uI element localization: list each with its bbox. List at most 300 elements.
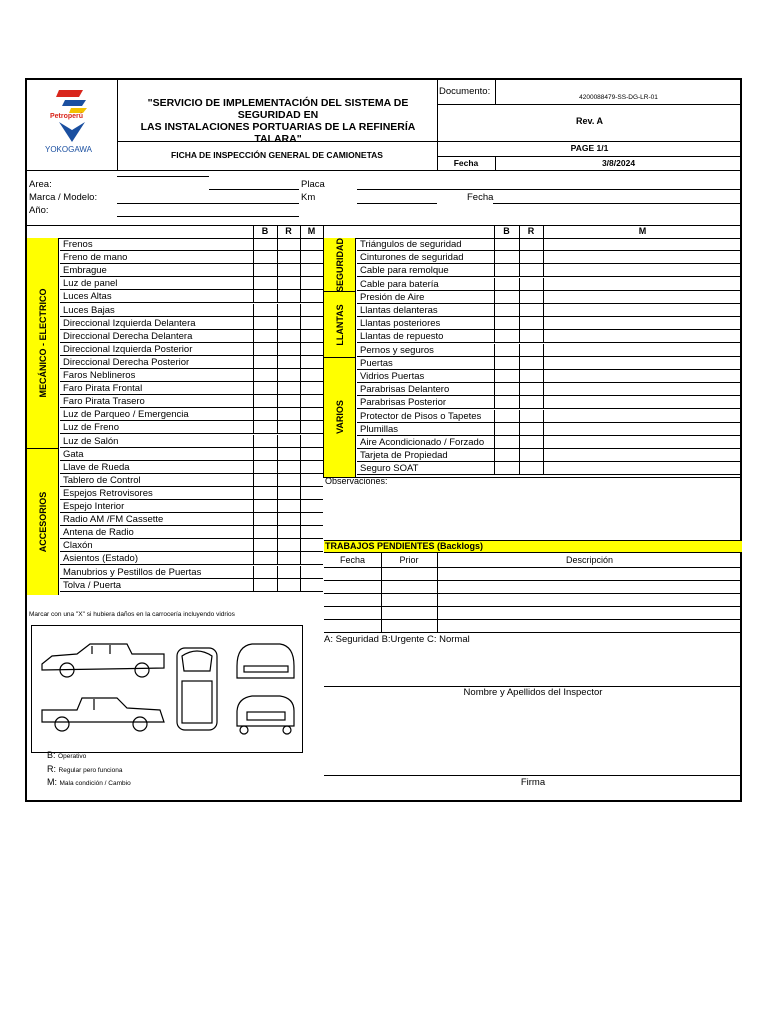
- check-cell-r[interactable]: [277, 356, 300, 369]
- checklist-item-label: Luces Altas: [63, 291, 112, 303]
- check-cell-b[interactable]: [253, 343, 277, 356]
- check-cell-r[interactable]: [277, 461, 300, 474]
- checklist-row: [357, 278, 742, 291]
- check-cell-r[interactable]: [519, 370, 543, 383]
- checklist-row: [60, 487, 323, 500]
- check-cell-b[interactable]: [494, 291, 519, 304]
- group-accesorios-label: ACCESORIOS: [38, 491, 48, 553]
- check-cell-m[interactable]: [300, 330, 323, 343]
- check-cell-m[interactable]: [543, 449, 742, 462]
- check-cell-r[interactable]: [519, 396, 543, 409]
- check-cell-r[interactable]: [519, 264, 543, 277]
- checklist-row: [60, 251, 323, 264]
- checklist-item-label: Aire Acondicionado / Forzado: [360, 437, 485, 448]
- checklist-item-label: Seguro SOAT: [360, 463, 419, 475]
- checklist-row: [60, 552, 323, 565]
- group-seguridad: [324, 238, 356, 292]
- checklist-item-label: Triángulos de seguridad: [360, 239, 462, 250]
- backlogs-title: TRABAJOS PENDIENTES (Backlogs): [324, 540, 742, 553]
- title-line-2: LAS INSTALACIONES PORTUARIAS DE LA REFINERÍA TALARA": [140, 121, 416, 145]
- legend-r-key: R:: [47, 764, 56, 774]
- check-cell-b[interactable]: [253, 356, 277, 369]
- check-cell-b[interactable]: [253, 500, 277, 513]
- check-cell-m[interactable]: [300, 500, 323, 513]
- checklist-row: [357, 436, 742, 449]
- check-cell-r[interactable]: [277, 290, 300, 303]
- check-cell-m[interactable]: [300, 474, 323, 487]
- check-cell-r[interactable]: [277, 487, 300, 500]
- inspector-label: Nombre y Apellidos del Inspector: [463, 687, 603, 698]
- check-cell-b[interactable]: [494, 344, 519, 357]
- checklist-item-label: Luz de Freno: [63, 422, 119, 434]
- truck-top-icon: [177, 648, 217, 730]
- backlog-fecha-cell[interactable]: [324, 606, 381, 619]
- checklist-item-label: Presión de Aire: [360, 291, 425, 303]
- check-cell-m[interactable]: [543, 304, 742, 317]
- checklist-row: [357, 251, 742, 264]
- check-cell-r[interactable]: [519, 423, 543, 436]
- check-cell-m[interactable]: [300, 343, 323, 356]
- check-cell-m[interactable]: [300, 487, 323, 500]
- documento-label: Documento:: [439, 86, 491, 97]
- check-cell-m[interactable]: [543, 436, 742, 449]
- checklist-row: [60, 500, 323, 513]
- backlog-prior-cell[interactable]: [381, 593, 437, 606]
- checklist-item-label: Vidrios Puertas: [360, 371, 425, 382]
- check-cell-b[interactable]: [494, 370, 519, 383]
- check-cell-b[interactable]: [494, 238, 519, 251]
- checklist-row: [357, 330, 742, 343]
- title-line-1: "SERVICIO DE IMPLEMENTACIÓN DEL SISTEMA DE SEGURIDAD EN: [147, 97, 409, 121]
- check-cell-b[interactable]: [253, 435, 277, 448]
- checklist-row: [357, 317, 742, 330]
- checklist-row: [60, 330, 323, 343]
- check-cell-r[interactable]: [519, 291, 543, 304]
- check-cell-r[interactable]: [519, 344, 543, 357]
- check-cell-r[interactable]: [519, 449, 543, 462]
- legend-m-key: M:: [47, 777, 57, 787]
- checklist-item-label: Luz de panel: [63, 278, 118, 290]
- check-cell-b[interactable]: [494, 436, 519, 449]
- group-mecanico: [27, 238, 59, 449]
- checklist-item-label: Llantas delanteras: [360, 305, 438, 316]
- check-cell-b[interactable]: [253, 290, 277, 303]
- check-cell-m[interactable]: [543, 396, 742, 409]
- check-cell-r[interactable]: [519, 278, 543, 291]
- checklist-item-label: Antena de Radio: [63, 527, 134, 539]
- checklist-row: [357, 238, 742, 251]
- check-cell-r[interactable]: [519, 410, 543, 423]
- check-cell-b[interactable]: [253, 330, 277, 343]
- check-cell-b[interactable]: [253, 408, 277, 421]
- legend-m: [47, 777, 131, 787]
- check-cell-b[interactable]: [253, 369, 277, 382]
- backlog-descripcion-cell[interactable]: [437, 580, 742, 593]
- backlog-prior-cell[interactable]: [381, 567, 437, 580]
- checklist-item-label: Cinturones de seguridad: [360, 252, 464, 264]
- checklist-row: [60, 435, 323, 448]
- checklist-row: [357, 410, 742, 423]
- check-cell-b[interactable]: [253, 448, 277, 461]
- legend-r: [47, 764, 122, 774]
- check-cell-r[interactable]: [277, 304, 300, 317]
- checklist-item-label: Direccional Izquierda Posterior: [63, 343, 193, 355]
- check-cell-b[interactable]: [253, 277, 277, 290]
- checklist-item-label: Faro Pirata Trasero: [63, 396, 145, 408]
- check-cell-r[interactable]: [277, 421, 300, 434]
- checklist-item-label: Asientos (Estado): [63, 553, 138, 565]
- backlog-fecha-cell[interactable]: [324, 567, 381, 580]
- placa-field[interactable]: [357, 189, 740, 190]
- check-cell-m[interactable]: [300, 251, 323, 264]
- legend-m-text: Mala condición / Cambio: [59, 780, 131, 787]
- group-accesorios: [27, 449, 59, 595]
- check-cell-b[interactable]: [253, 251, 277, 264]
- checklist-row: [60, 290, 323, 303]
- check-cell-r[interactable]: [277, 277, 300, 290]
- check-cell-b[interactable]: [253, 304, 277, 317]
- backlog-descripcion-cell[interactable]: [437, 593, 742, 606]
- check-cell-b[interactable]: [253, 461, 277, 474]
- legend-r-text: Regular pero funciona: [58, 767, 123, 774]
- check-cell-b[interactable]: [253, 317, 277, 330]
- check-cell-r[interactable]: [519, 304, 543, 317]
- check-cell-b[interactable]: [494, 264, 519, 277]
- check-cell-r[interactable]: [277, 513, 300, 526]
- revision: Rev. A: [575, 116, 603, 126]
- page-number: PAGE 1/1: [570, 143, 609, 153]
- check-cell-m[interactable]: [300, 238, 323, 251]
- backlog-descripcion-cell[interactable]: [437, 619, 742, 632]
- check-cell-m[interactable]: [300, 539, 323, 552]
- checklist-row: [60, 421, 323, 434]
- check-cell-m[interactable]: [300, 526, 323, 539]
- check-cell-r[interactable]: [277, 330, 300, 343]
- check-cell-b[interactable]: [253, 513, 277, 526]
- check-cell-m[interactable]: [300, 566, 323, 579]
- check-cell-r[interactable]: [519, 238, 543, 251]
- checklist-row: [60, 277, 323, 290]
- checklist-row: [357, 396, 742, 409]
- checklist-row: [60, 526, 323, 539]
- check-cell-b[interactable]: [494, 449, 519, 462]
- check-cell-m[interactable]: [543, 410, 742, 423]
- check-cell-r[interactable]: [277, 382, 300, 395]
- check-cell-m[interactable]: [300, 290, 323, 303]
- check-cell-m[interactable]: [300, 369, 323, 382]
- checklist-row: [60, 304, 323, 317]
- check-cell-b[interactable]: [253, 539, 277, 552]
- checklist-item-label: Parabrisas Delantero: [360, 384, 450, 396]
- checklist-row: [60, 317, 323, 330]
- check-cell-b[interactable]: [253, 238, 277, 251]
- checklist-item-label: Luz de Parqueo / Emergencia: [63, 409, 189, 421]
- checklist-row: [60, 566, 323, 579]
- group-mecanico-label: MECÁNICO - ELECTRICO: [38, 288, 48, 398]
- check-cell-r[interactable]: [277, 435, 300, 448]
- check-cell-m[interactable]: [300, 382, 323, 395]
- checklist-row: [60, 369, 323, 382]
- checklist-item-label: Radio AM /FM Cassette: [63, 514, 164, 526]
- check-cell-m[interactable]: [543, 251, 742, 264]
- checklist-item-label: Tablero de Control: [63, 474, 141, 486]
- checklist-row: [357, 449, 742, 462]
- fecha-info-field[interactable]: [493, 203, 740, 204]
- checklist-row: [357, 344, 742, 357]
- km-label: Km: [301, 192, 316, 203]
- observaciones-label: Observaciones:: [325, 476, 388, 486]
- check-cell-b[interactable]: [253, 395, 277, 408]
- check-cell-m[interactable]: [300, 317, 323, 330]
- check-cell-r[interactable]: [277, 474, 300, 487]
- checklist-item-label: Claxón: [63, 540, 93, 552]
- col-r-left: R: [285, 226, 292, 236]
- check-cell-m[interactable]: [543, 238, 742, 251]
- documento-value: 4200088479-SS-DG-LR-01: [579, 94, 658, 101]
- group-varios: [324, 358, 356, 477]
- check-cell-m[interactable]: [300, 461, 323, 474]
- checklist-item-label: Tolva / Puerta: [63, 579, 122, 591]
- checklist-row: [60, 395, 323, 408]
- backlog-fecha-header: Fecha: [339, 555, 365, 565]
- check-cell-b[interactable]: [494, 383, 519, 396]
- fecha-info-label: Fecha: [467, 192, 494, 203]
- legend-b-key: B:: [47, 750, 56, 760]
- check-cell-b[interactable]: [253, 566, 277, 579]
- checklist-row: [60, 579, 323, 592]
- check-cell-m[interactable]: [543, 357, 742, 370]
- check-cell-r[interactable]: [519, 462, 543, 475]
- form-subtitle: FICHA DE INSPECCIÓN GENERAL DE CAMIONETAS: [171, 150, 383, 160]
- check-cell-m[interactable]: [300, 579, 323, 592]
- check-cell-r[interactable]: [277, 552, 300, 565]
- backlog-prior-cell[interactable]: [381, 619, 437, 632]
- check-cell-b[interactable]: [253, 421, 277, 434]
- check-cell-r[interactable]: [519, 357, 543, 370]
- check-cell-b[interactable]: [494, 357, 519, 370]
- checklist-item-label: Direccional Derecha Posterior: [63, 356, 190, 368]
- checklist-item-label: Faros Neblineros: [63, 370, 136, 381]
- backlog-prior-cell[interactable]: [381, 606, 437, 619]
- area-label: Area:: [29, 179, 52, 190]
- check-cell-b[interactable]: [253, 474, 277, 487]
- check-cell-m[interactable]: [543, 344, 742, 357]
- check-cell-m[interactable]: [300, 448, 323, 461]
- check-cell-r[interactable]: [519, 317, 543, 330]
- col-m-right: M: [638, 226, 647, 236]
- yokogawa-logo-text: YOKOGAWA: [45, 145, 92, 154]
- checklist-row: [357, 370, 742, 383]
- backlog-fecha-cell[interactable]: [324, 580, 381, 593]
- check-cell-b[interactable]: [253, 382, 277, 395]
- checklist-row: [60, 356, 323, 369]
- backlog-descripcion-cell[interactable]: [437, 606, 742, 619]
- col-r-right: R: [527, 226, 535, 236]
- check-cell-r[interactable]: [277, 343, 300, 356]
- check-cell-b[interactable]: [253, 526, 277, 539]
- group-llantas: [324, 292, 356, 358]
- yokogawa-logo: [57, 120, 87, 144]
- check-cell-m[interactable]: [543, 264, 742, 277]
- check-cell-r[interactable]: [277, 251, 300, 264]
- checklist-item-label: Parabrisas Posterior: [360, 397, 447, 409]
- legend-b: [47, 750, 86, 760]
- check-cell-r[interactable]: [277, 579, 300, 592]
- check-cell-b[interactable]: [494, 410, 519, 423]
- check-cell-m[interactable]: [300, 408, 323, 421]
- checklist-item-label: Manubrios y Pestillos de Puertas: [63, 566, 202, 578]
- check-cell-m[interactable]: [543, 383, 742, 396]
- km-field[interactable]: [357, 203, 437, 204]
- check-cell-b[interactable]: [253, 264, 277, 277]
- check-cell-m[interactable]: [543, 370, 742, 383]
- check-cell-m[interactable]: [300, 435, 323, 448]
- check-cell-r[interactable]: [277, 264, 300, 277]
- check-cell-m[interactable]: [300, 304, 323, 317]
- truck-side-right-icon: [42, 698, 164, 731]
- check-cell-m[interactable]: [543, 317, 742, 330]
- form-frame: [25, 78, 742, 802]
- checklist-item-label: Cable para remolque: [360, 265, 449, 277]
- check-cell-b[interactable]: [253, 487, 277, 500]
- anio-label: Año:: [29, 205, 49, 216]
- backlog-priority-legend: A: Seguridad B:Urgente C: Normal: [324, 634, 470, 645]
- check-cell-m[interactable]: [300, 513, 323, 526]
- check-cell-r[interactable]: [277, 238, 300, 251]
- check-cell-r[interactable]: [519, 436, 543, 449]
- document-title: [119, 97, 437, 145]
- group-llantas-label: LLANTAS: [335, 304, 345, 346]
- checklist-item-label: Pernos y seguros: [360, 344, 434, 356]
- check-cell-b[interactable]: [494, 423, 519, 436]
- check-cell-r[interactable]: [277, 500, 300, 513]
- backlog-fecha-cell[interactable]: [324, 593, 381, 606]
- checklist-row: [357, 304, 742, 317]
- check-cell-r[interactable]: [277, 408, 300, 421]
- backlog-descripcion-cell[interactable]: [437, 567, 742, 580]
- backlog-prior-header: Prior: [399, 555, 419, 565]
- check-cell-r[interactable]: [277, 566, 300, 579]
- placa-label: Placa: [301, 179, 325, 190]
- checklist-item-label: Llantas de repuesto: [360, 331, 444, 343]
- truck-rear-icon: [237, 696, 294, 734]
- fecha-value: 3/8/2024: [601, 158, 636, 168]
- observaciones-area[interactable]: [324, 488, 742, 540]
- truck-side-left-icon: [42, 644, 164, 677]
- checklist-item-label: Espejos Retrovisores: [63, 487, 153, 499]
- checklist-item-label: Luces Bajas: [63, 304, 115, 316]
- check-cell-b[interactable]: [494, 396, 519, 409]
- checklist-row: [60, 343, 323, 356]
- truck-front-icon: [237, 644, 294, 678]
- inspector-signature-area[interactable]: [324, 700, 742, 775]
- check-cell-b[interactable]: [494, 304, 519, 317]
- checklist-row: [357, 264, 742, 277]
- check-cell-b[interactable]: [253, 552, 277, 565]
- col-b-right: B: [503, 226, 510, 236]
- checklist-item-label: Tarjeta de Propiedad: [360, 450, 448, 462]
- backlog-prior-cell[interactable]: [381, 580, 437, 593]
- marca-label: Marca / Modelo:: [29, 192, 98, 203]
- checklist-row: [60, 513, 323, 526]
- check-cell-m[interactable]: [300, 395, 323, 408]
- checklist-row: [60, 408, 323, 421]
- area-field-line[interactable]: [209, 189, 299, 190]
- check-cell-b[interactable]: [494, 462, 519, 475]
- marca-field[interactable]: [117, 203, 299, 204]
- damage-note: Marcar con una "X" si hubiera daños en la carrocería incluyendo vidrios: [29, 611, 235, 618]
- check-cell-r[interactable]: [277, 526, 300, 539]
- area-field[interactable]: [117, 176, 209, 177]
- checklist-item-label: Freno de mano: [63, 252, 128, 264]
- checklist-item-label: Cable para batería: [360, 278, 439, 290]
- checklist-row: [60, 264, 323, 277]
- check-cell-r[interactable]: [277, 539, 300, 552]
- check-cell-b[interactable]: [494, 278, 519, 291]
- check-cell-m[interactable]: [300, 356, 323, 369]
- backlog-descripcion-header: Descripción: [565, 555, 614, 565]
- check-cell-b[interactable]: [494, 330, 519, 343]
- check-cell-m[interactable]: [300, 552, 323, 565]
- checklist-row: [60, 382, 323, 395]
- check-cell-b[interactable]: [494, 251, 519, 264]
- check-cell-m[interactable]: [543, 330, 742, 343]
- checklist-row: [357, 291, 742, 304]
- check-cell-b[interactable]: [253, 579, 277, 592]
- checklist-item-label: Faro Pirata Frontal: [63, 383, 143, 395]
- check-cell-r[interactable]: [519, 383, 543, 396]
- col-b-left: B: [261, 226, 269, 236]
- checklist-row: [357, 357, 742, 370]
- check-cell-m[interactable]: [543, 278, 742, 291]
- checklist-item-label: Llave de Rueda: [63, 461, 130, 473]
- checklist-row: [357, 423, 742, 436]
- check-cell-m[interactable]: [300, 277, 323, 290]
- vehicle-diagram[interactable]: [31, 625, 303, 753]
- checklist-row: [60, 238, 323, 251]
- checklist-item-label: Luz de Salón: [63, 435, 119, 447]
- petroperu-logo-text: Petroperú: [50, 113, 84, 120]
- check-cell-m[interactable]: [543, 423, 742, 436]
- check-cell-r[interactable]: [277, 317, 300, 330]
- check-cell-r[interactable]: [519, 330, 543, 343]
- checklist-row: [60, 461, 323, 474]
- checklist-row: [60, 474, 323, 487]
- check-cell-m[interactable]: [300, 264, 323, 277]
- anio-field[interactable]: [117, 216, 299, 217]
- checklist-item-label: Llantas posteriores: [360, 318, 441, 330]
- check-cell-r[interactable]: [277, 448, 300, 461]
- checklist-item-label: Frenos: [63, 239, 93, 250]
- check-cell-b[interactable]: [494, 317, 519, 330]
- check-cell-m[interactable]: [543, 462, 742, 475]
- checklist-item-label: Plumillas: [360, 423, 399, 435]
- check-cell-r[interactable]: [277, 369, 300, 382]
- checklist-row: [357, 462, 742, 475]
- checklist-item-label: Puertas: [360, 357, 393, 369]
- backlog-fecha-cell[interactable]: [324, 619, 381, 632]
- check-cell-r[interactable]: [519, 251, 543, 264]
- check-cell-m[interactable]: [300, 421, 323, 434]
- legend-b-text: Operativo: [58, 753, 87, 760]
- group-varios-label: VARIOS: [335, 400, 345, 434]
- firma-label: Firma: [520, 777, 546, 788]
- check-cell-r[interactable]: [277, 395, 300, 408]
- check-cell-m[interactable]: [543, 291, 742, 304]
- checklist-item-label: Gata: [63, 448, 84, 460]
- fecha-label: Fecha: [453, 158, 479, 168]
- checklist-item-label: Espejo Interior: [63, 501, 125, 512]
